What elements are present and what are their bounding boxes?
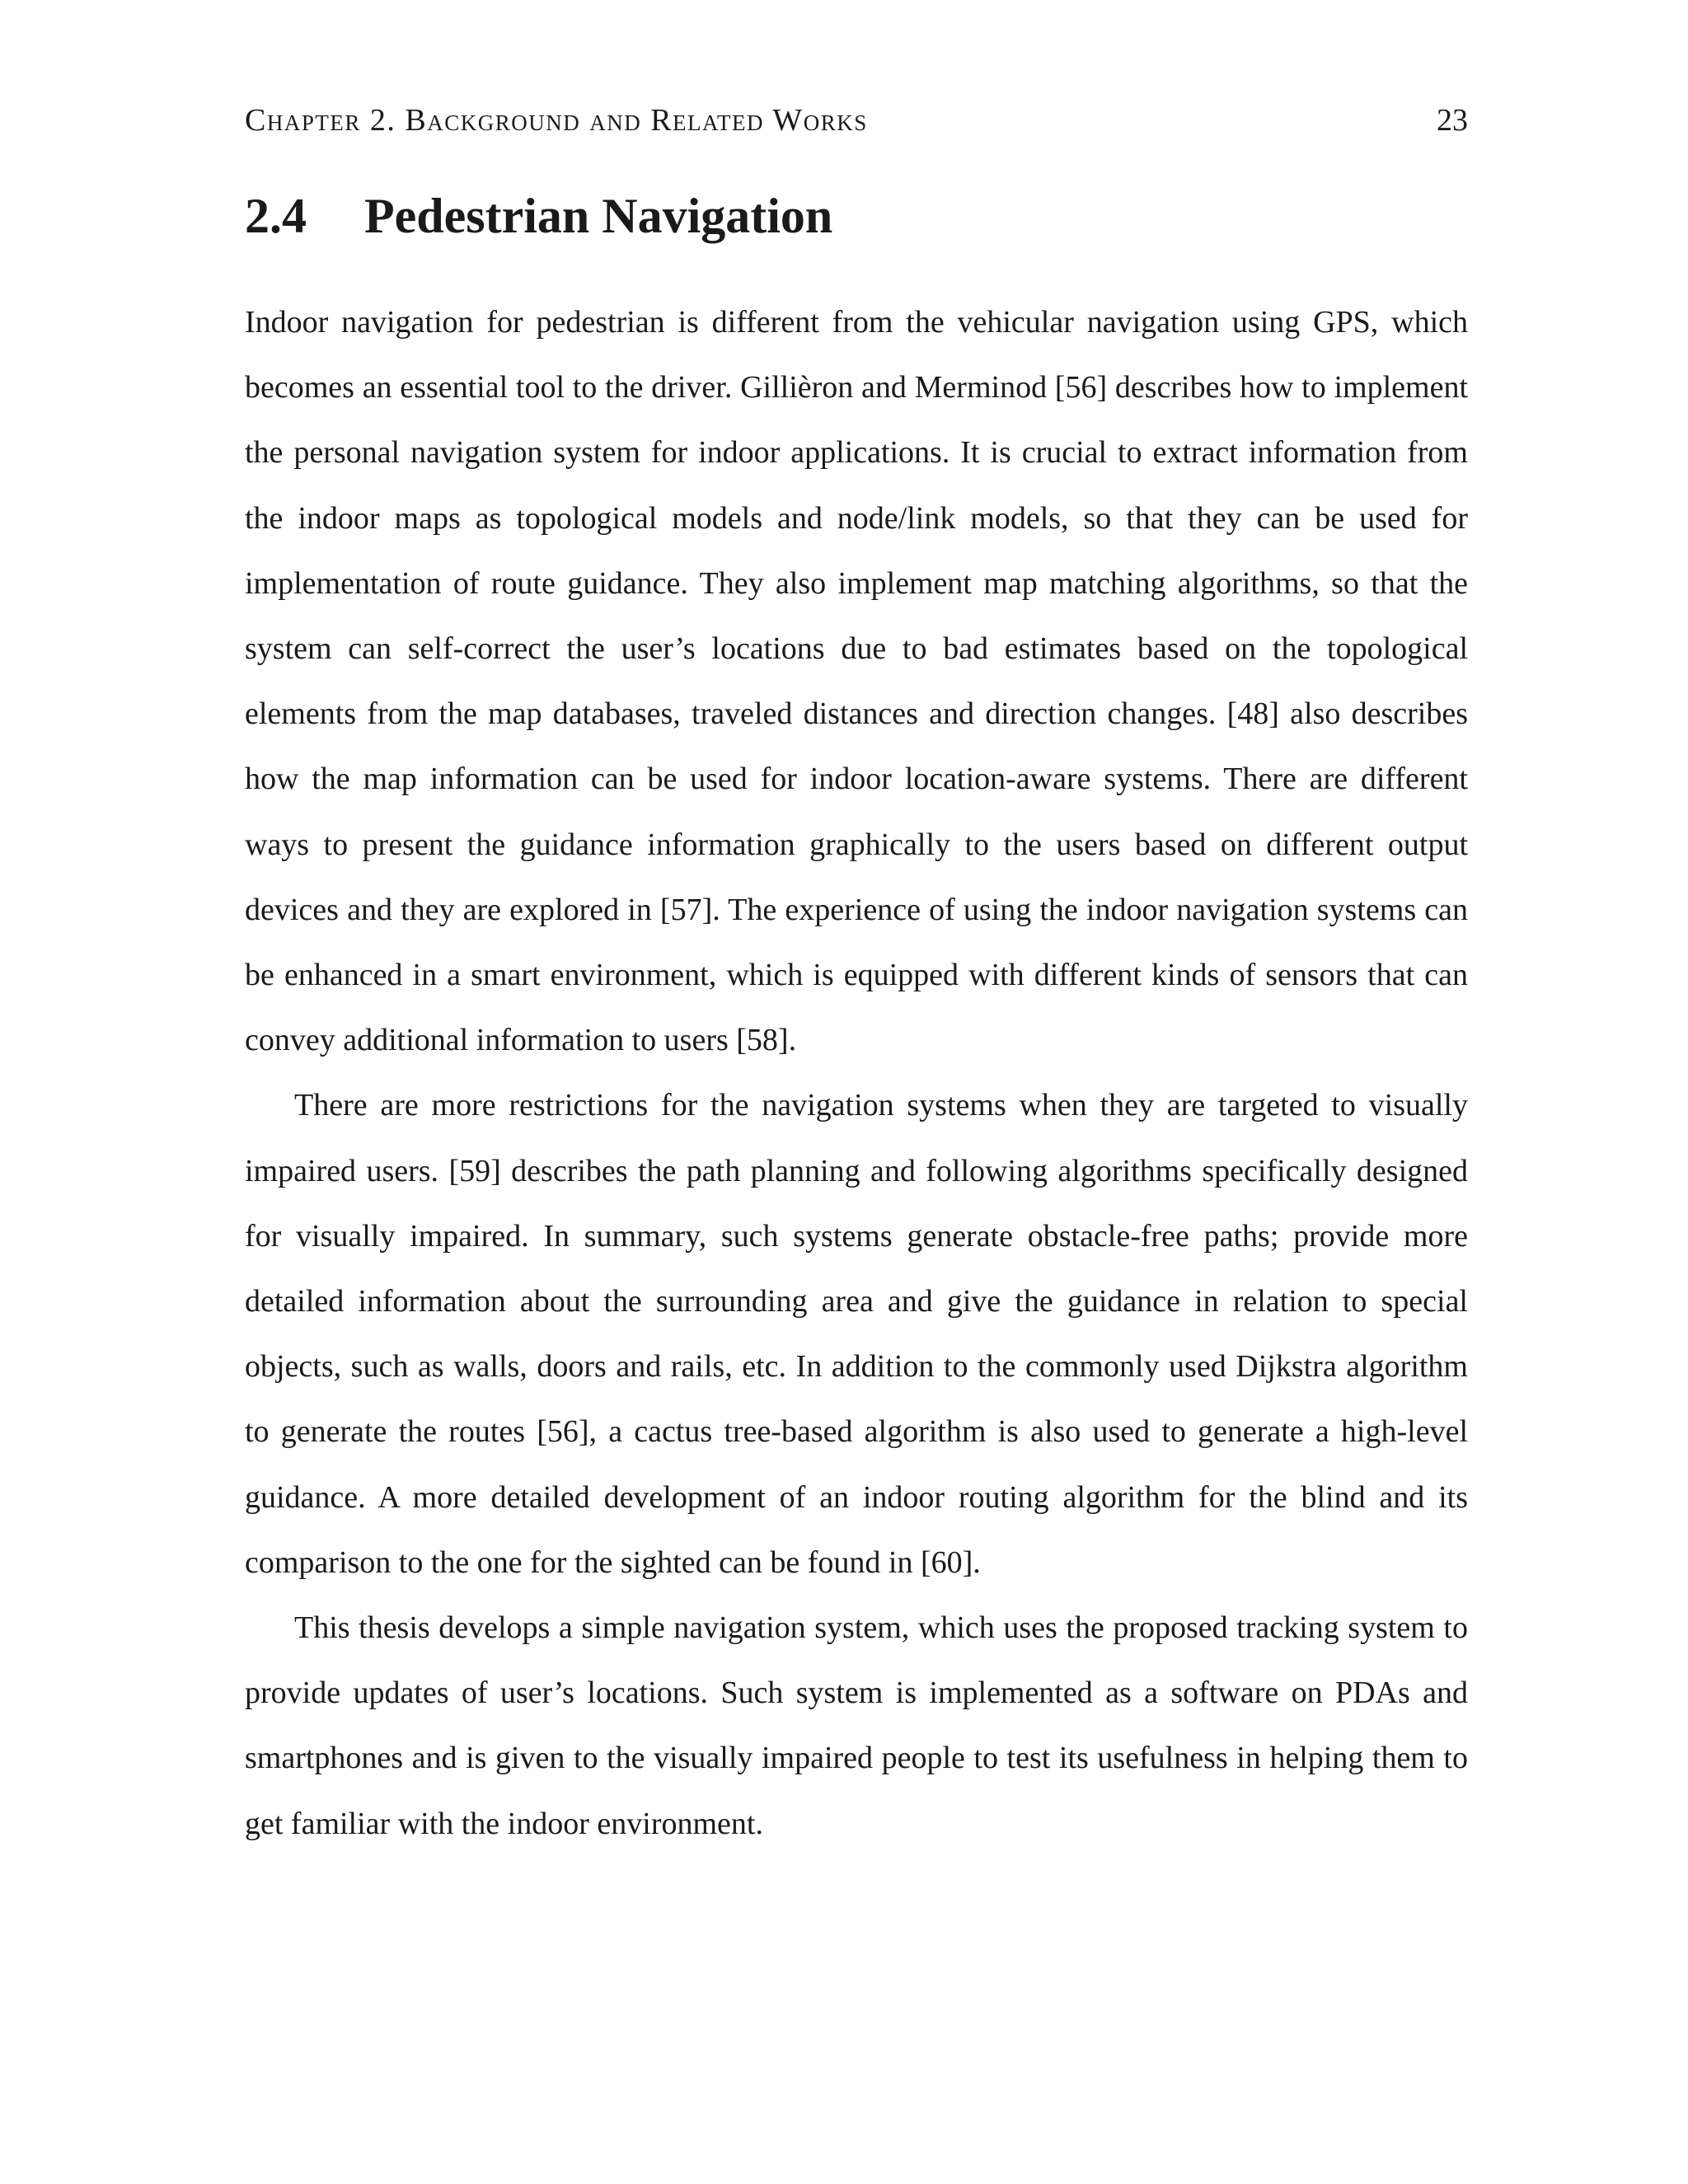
section-title: Pedestrian Navigation (364, 189, 833, 243)
paragraph-2: There are more restrictions for the navigation systems when they are targeted to visually impaired users. [59] describes the path planning and following algorithms specifically designed for visually impaired. In summary, such systems generate obstacle-free paths; provide more detailed information about the surrounding area and give the guidance in relation to special objects, such as walls, doors and rails, etc. In addition to the commonly used Dijkstra algorithm to generate the routes [56], a cactus tree-based algorithm is also used to generate a high-level guidance. A more detailed development of an indoor routing algorithm for the blind and its comparison to the one for the sighted can be found in [60]. (245, 1088, 1468, 1580)
body-text (245, 290, 1468, 1857)
page-number: 23 (1437, 103, 1468, 138)
running-header (245, 99, 1468, 142)
paragraph-3: This thesis develops a simple navigation system, which uses the proposed tracking system to provide updates of user’s locations. Such system is implemented as a software on PDAs and smartphones and is given to the visually impaired people to test its usefulness in helping them to get familiar with the indoor environment. (245, 1610, 1468, 1841)
section-number: 2.4 (245, 189, 307, 243)
chapter-title: Chapter 2. Background and Related Works (245, 103, 868, 138)
section-heading (245, 183, 1468, 249)
paragraph-1: Indoor navigation for pedestrian is different from the vehicular navigation using GPS, which becomes an essential tool to the driver. Gillièron and Merminod [56] describes how to implement the personal navigation system for indoor applications. It is crucial to extract information from the indoor maps as topological models and node/link models, so that they can be used for implementation of route guidance. They also implement map matching algorithms, so that the system can self-correct the user’s locations due to bad estimates based on the topological elements from the map databases, traveled distances and direction changes. [48] also describes how the map information can be used for indoor location-aware systems. There are different ways to present the guidance information graphically to the users based on different output devices and they are explored in [57]. The experience of using the indoor navigation systems can be enhanced in a smart environment, which is equipped with different kinds of sensors that can convey additional information to users [58]. (245, 305, 1468, 1058)
page (245, 99, 1468, 1857)
